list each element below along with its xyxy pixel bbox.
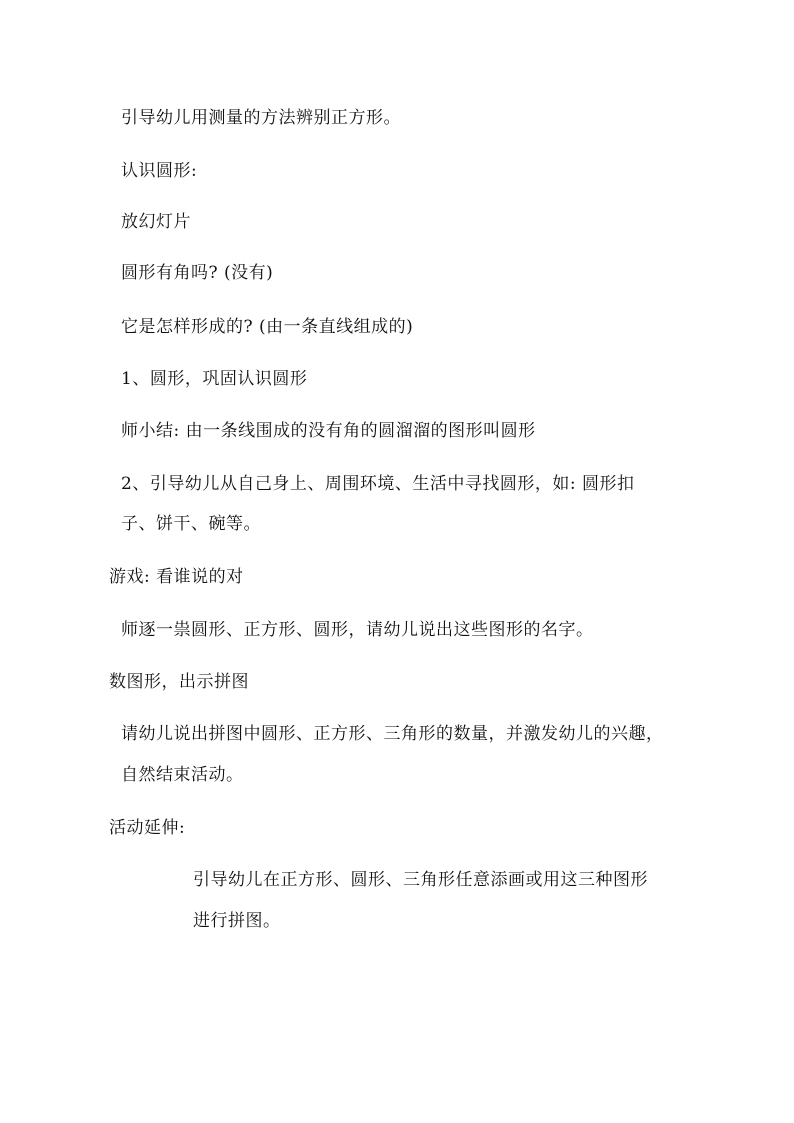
text-line-6: 1、圆形，巩固认识圆形 bbox=[121, 369, 308, 389]
text-line-5: 它是怎样形成的? (由一条直线组成的) bbox=[121, 317, 414, 337]
text-line-9: 子、饼干、碗等。 bbox=[121, 514, 261, 534]
text-line-11: 师逐一祟圆形、正方形、圆形，请幼儿说出这些图形的名字。 bbox=[121, 620, 594, 640]
text-line-10: 游戏: 看谁说的对 bbox=[109, 567, 244, 587]
text-line-8: 2、引导幼儿从自己身上、周围环境、生活中寻找圆形，如: 圆形扣 bbox=[121, 474, 635, 494]
text-line-2: 认识圆形: bbox=[121, 161, 198, 181]
text-line-4: 圆形有角吗? (没有) bbox=[121, 263, 274, 283]
text-line-13: 请幼儿说出拼图中圆形、正方形、三角形的数量，并激发幼儿的兴趣， bbox=[121, 724, 664, 744]
text-line-1: 引导幼儿用测量的方法辨别正方形。 bbox=[121, 108, 401, 128]
text-line-12: 数图形，出示拼图 bbox=[109, 672, 249, 692]
text-line-7: 师小结: 由一条线围成的没有角的圆溜溜的图形叫圆形 bbox=[121, 421, 536, 441]
text-line-15: 活动延伸: bbox=[109, 818, 186, 838]
text-line-16: 引导幼儿在正方形、圆形、三角形任意添画或用这三种图形 bbox=[193, 870, 648, 890]
text-line-3: 放幻灯片 bbox=[121, 212, 191, 232]
text-line-17: 进行拼图。 bbox=[193, 911, 281, 931]
text-line-14: 自然结束活动。 bbox=[121, 765, 244, 785]
